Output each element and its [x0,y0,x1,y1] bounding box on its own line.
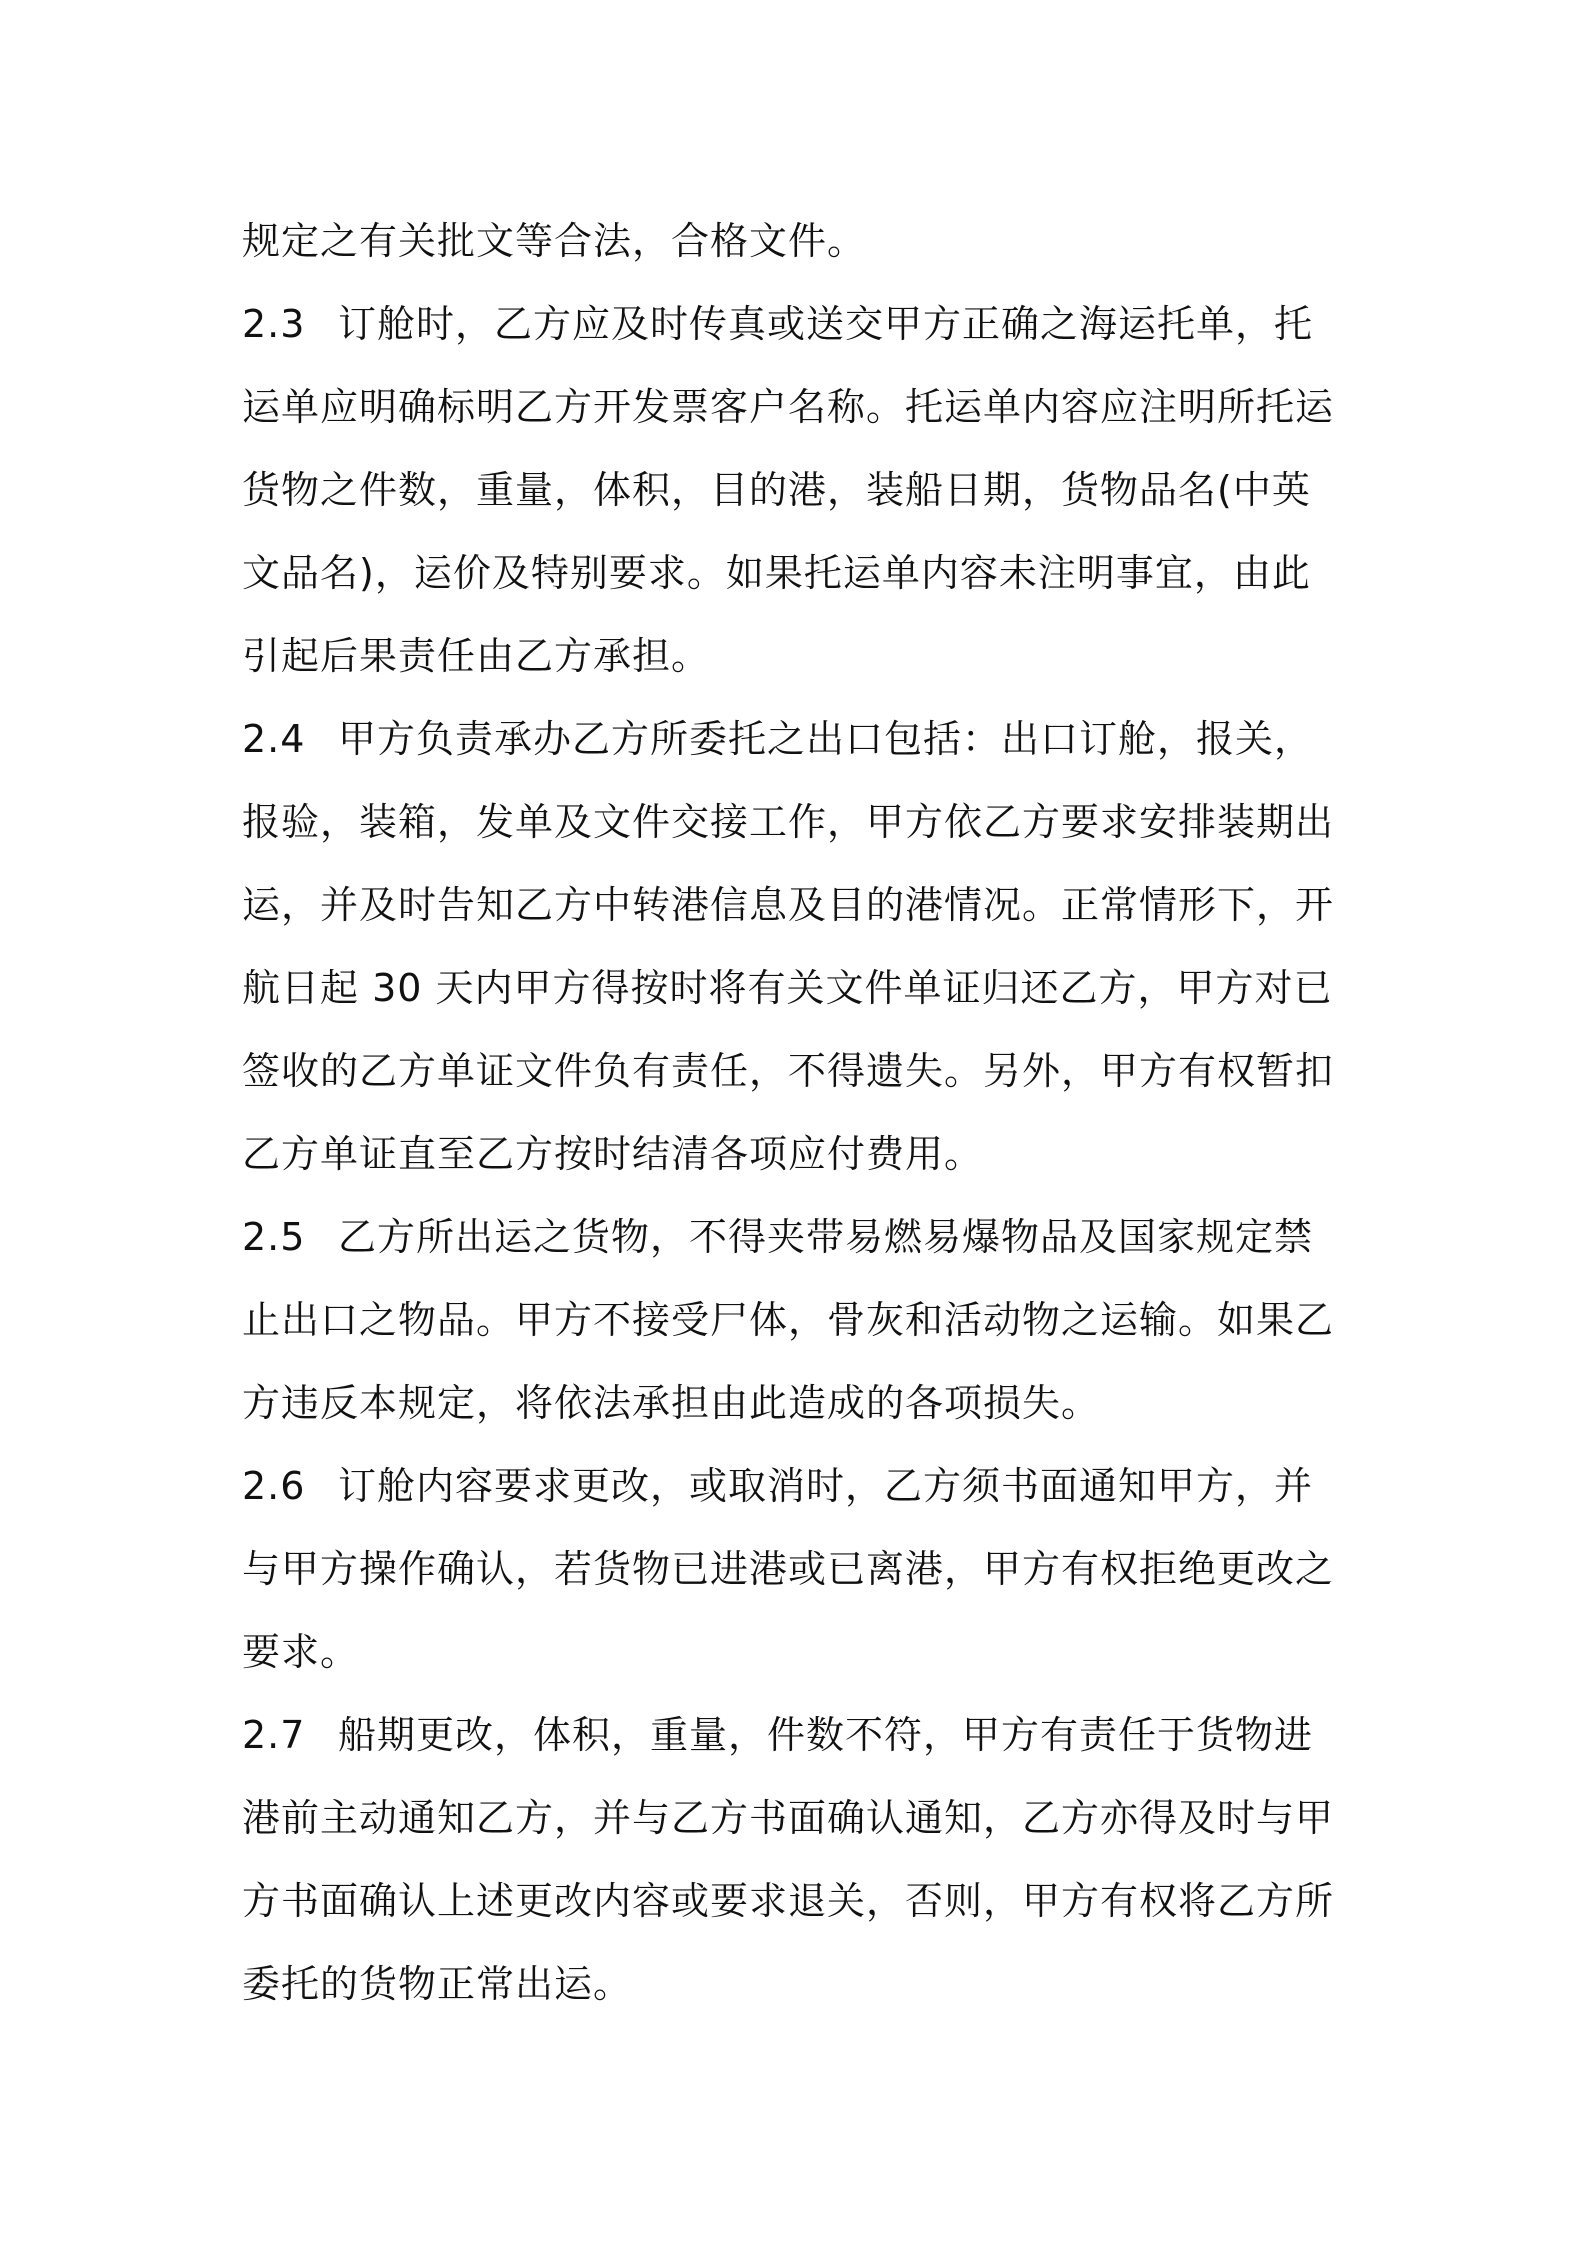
text-line: 运单应明确标明乙方开发票客户名称。托运单内容应注明所托运 [242,385,1335,429]
text-line: 止出口之物品。甲方不接受尸体，骨灰和活动物之运输。如果乙 [242,1298,1335,1342]
text-line [242,1196,1362,1279]
clause-number: 2.5 [242,1215,306,1259]
clause-text: 订舱内容要求更改，或取消时，乙方须书面通知甲方，并 [338,1464,1314,1508]
text-line [242,698,1362,781]
text-line: 方书面确认上述更改内容或要求退关，否则，甲方有权将乙方所 [242,1879,1335,1923]
clause-text: 乙方所出运之货物，不得夹带易燃易爆物品及国家规定禁 [338,1215,1314,1259]
text-line: 规定之有关批文等合法，合格文件。 [242,219,867,263]
clause-2-4 [242,698,1362,1196]
text-line: 与甲方操作确认，若货物已进港或已离港，甲方有权拒绝更改之 [242,1547,1335,1591]
text-line: 运，并及时告知乙方中转港信息及目的港情况。正常情形下，开 [242,883,1335,927]
text-line: 委托的货物正常出运。 [242,1962,633,2006]
text-line: 文品名)，运价及特别要求。如果托运单内容未注明事宜，由此 [242,551,1311,595]
text-line [242,1694,1362,1777]
clause-2-7 [242,1694,1362,2026]
clause-2-5 [242,1196,1362,1445]
clause-2-6 [242,1445,1362,1694]
text-line: 航日起 30 天内甲方得按时将有关文件单证归还乙方，甲方对已 [242,966,1333,1010]
document-page [242,200,1362,2026]
clause-number: 2.7 [242,1713,306,1757]
text-line: 港前主动通知乙方，并与乙方书面确认通知，乙方亦得及时与甲 [242,1796,1335,1840]
intro-paragraph [242,200,1362,283]
clause-number: 2.6 [242,1464,306,1508]
clause-2-3 [242,283,1362,698]
text-line: 乙方单证直至乙方按时结清各项应付费用。 [242,1132,984,1176]
text-line: 报验，装箱，发单及文件交接工作，甲方依乙方要求安排装期出 [242,800,1335,844]
clause-number: 2.4 [242,717,306,761]
clause-number: 2.3 [242,302,306,346]
text-line: 签收的乙方单证文件负有责任，不得遗失。另外，甲方有权暂扣 [242,1049,1335,1093]
text-line [242,1445,1362,1528]
text-line: 方违反本规定，将依法承担由此造成的各项损失。 [242,1381,1101,1425]
clause-text: 甲方负责承办乙方所委托之出口包括：出口订舱，报关， [338,717,1314,761]
text-line: 引起后果责任由乙方承担。 [242,634,711,678]
text-line [242,283,1362,366]
text-line: 要求。 [242,1630,360,1674]
clause-text: 订舱时，乙方应及时传真或送交甲方正确之海运托单，托 [338,302,1314,346]
clause-text: 船期更改，体积，重量，件数不符，甲方有责任于货物进 [338,1713,1314,1757]
text-line: 货物之件数，重量，体积，目的港，装船日期，货物品名(中英 [242,468,1311,512]
